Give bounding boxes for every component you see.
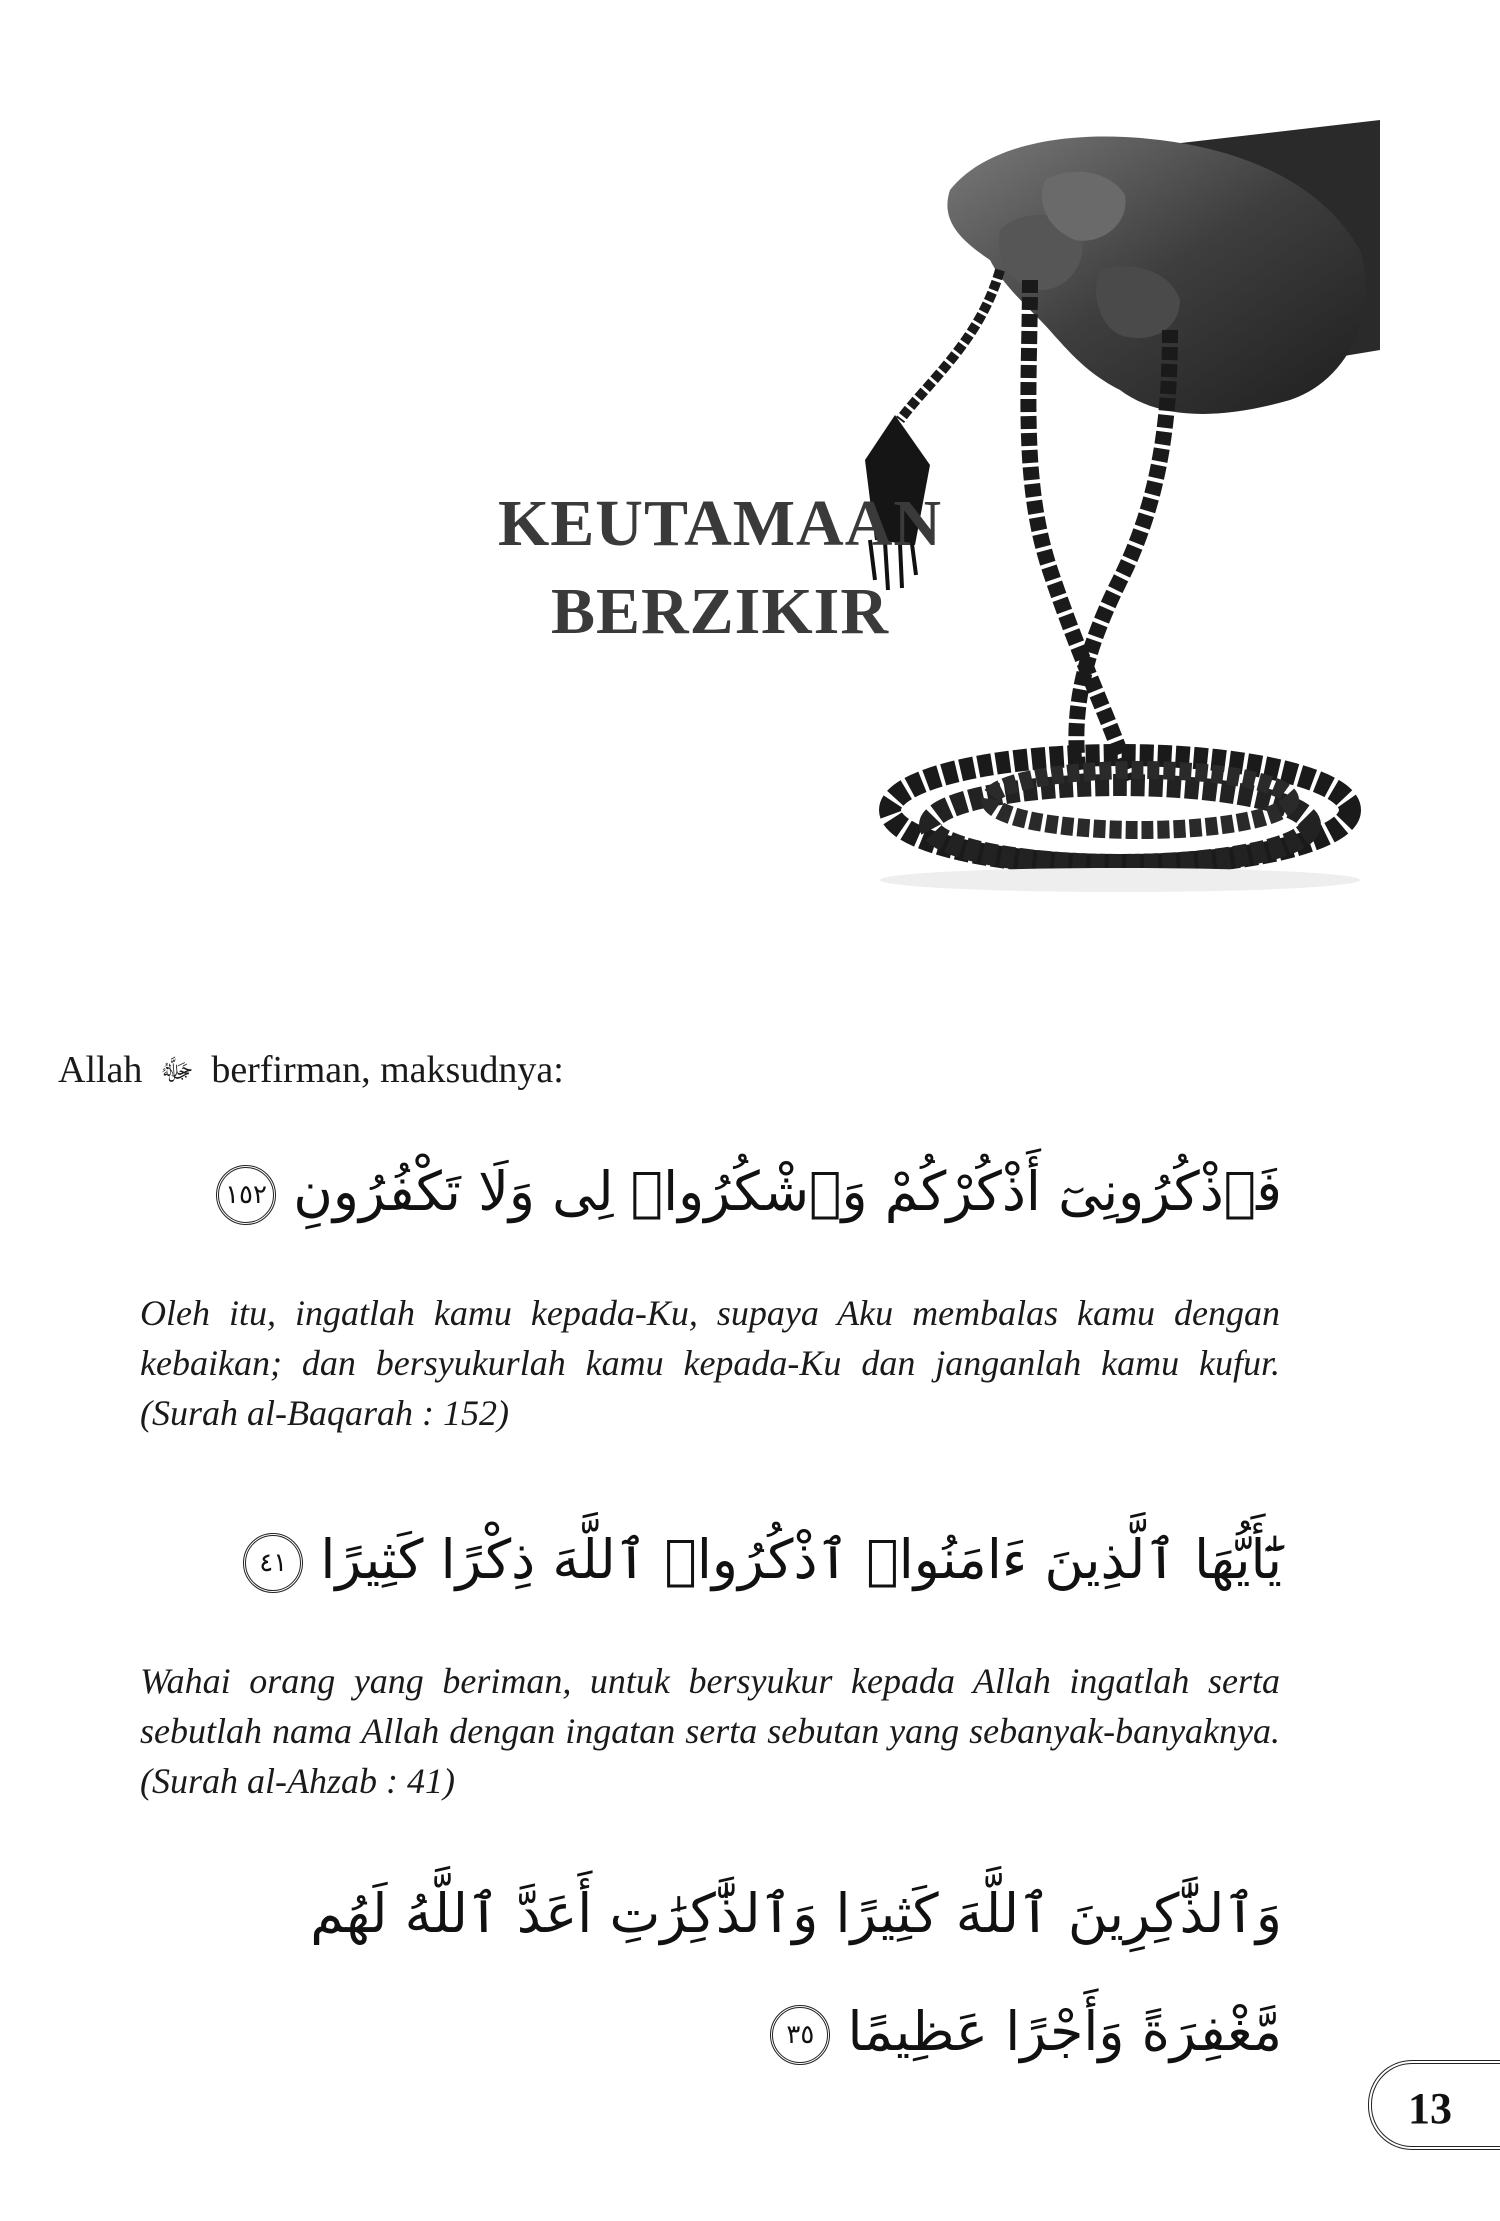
- verse-2-translation: Wahai orang yang beriman, untuk bersyukur kepada Allah ingatlah serta sebutlah nama Allah dengan ingatan serta sebutan yang sebanyak-banyaknya. (Surah al-Ahzab : 41): [140, 1661, 1280, 1801]
- page-number: 13: [1368, 2060, 1500, 2150]
- verse-1-arabic-text: فَٱذْكُرُونِىٓ أَذْكُرْكُمْ وَٱشْكُرُوا۟ لِى وَلَا تَكْفُرُونِ: [293, 1160, 1282, 1223]
- verse-3-arabic-line-2-text: مَّغْفِرَةً وَأَجْرًا عَظِيمًا: [847, 2000, 1282, 2063]
- title-line-1: KEUTAMAAN: [497, 487, 943, 560]
- title-line-2: BERZIKIR: [550, 575, 890, 648]
- verse-1-translation: Oleh itu, ingatlah kamu kepada-Ku, supaya Aku membalas kamu dengan kebaikan; dan bersyukurlah kamu kepada-Ku dan janganlah kamu kufur. (Surah al-Baqarah : 152): [140, 1293, 1280, 1433]
- ayah-marker-icon: ٣٥: [770, 2005, 830, 2065]
- ayah-marker-icon: ١٥٢: [216, 1165, 276, 1225]
- page-title: [440, 480, 1000, 656]
- verse-3-arabic-line-1: وَٱلذَّٰكِرِينَ ٱللَّهَ كَثِيرًا وَٱلذَّٰكِرَٰتِ أَعَدَّ ٱللَّهُ لَهُم: [310, 1882, 1282, 1945]
- honorific-glyph: ﷻ: [159, 1053, 194, 1087]
- verse-3-arabic-line-2: [760, 2000, 1282, 2065]
- intro-berfirman: berfirman, maksudnya:: [211, 1049, 564, 1091]
- intro-allah: Allah: [58, 1049, 143, 1091]
- verse-1-arabic: [206, 1160, 1282, 1225]
- verse-2-arabic: [233, 1528, 1282, 1593]
- intro-text: [58, 1048, 564, 1095]
- ayah-marker-icon: ٤١: [243, 1533, 303, 1593]
- verse-2-arabic-text: يَٰٓأَيُّهَا ٱلَّذِينَ ءَامَنُوا۟ ٱذْكُرُوا۟ ٱللَّهَ ذِكْرًا كَثِيرًا: [320, 1528, 1282, 1591]
